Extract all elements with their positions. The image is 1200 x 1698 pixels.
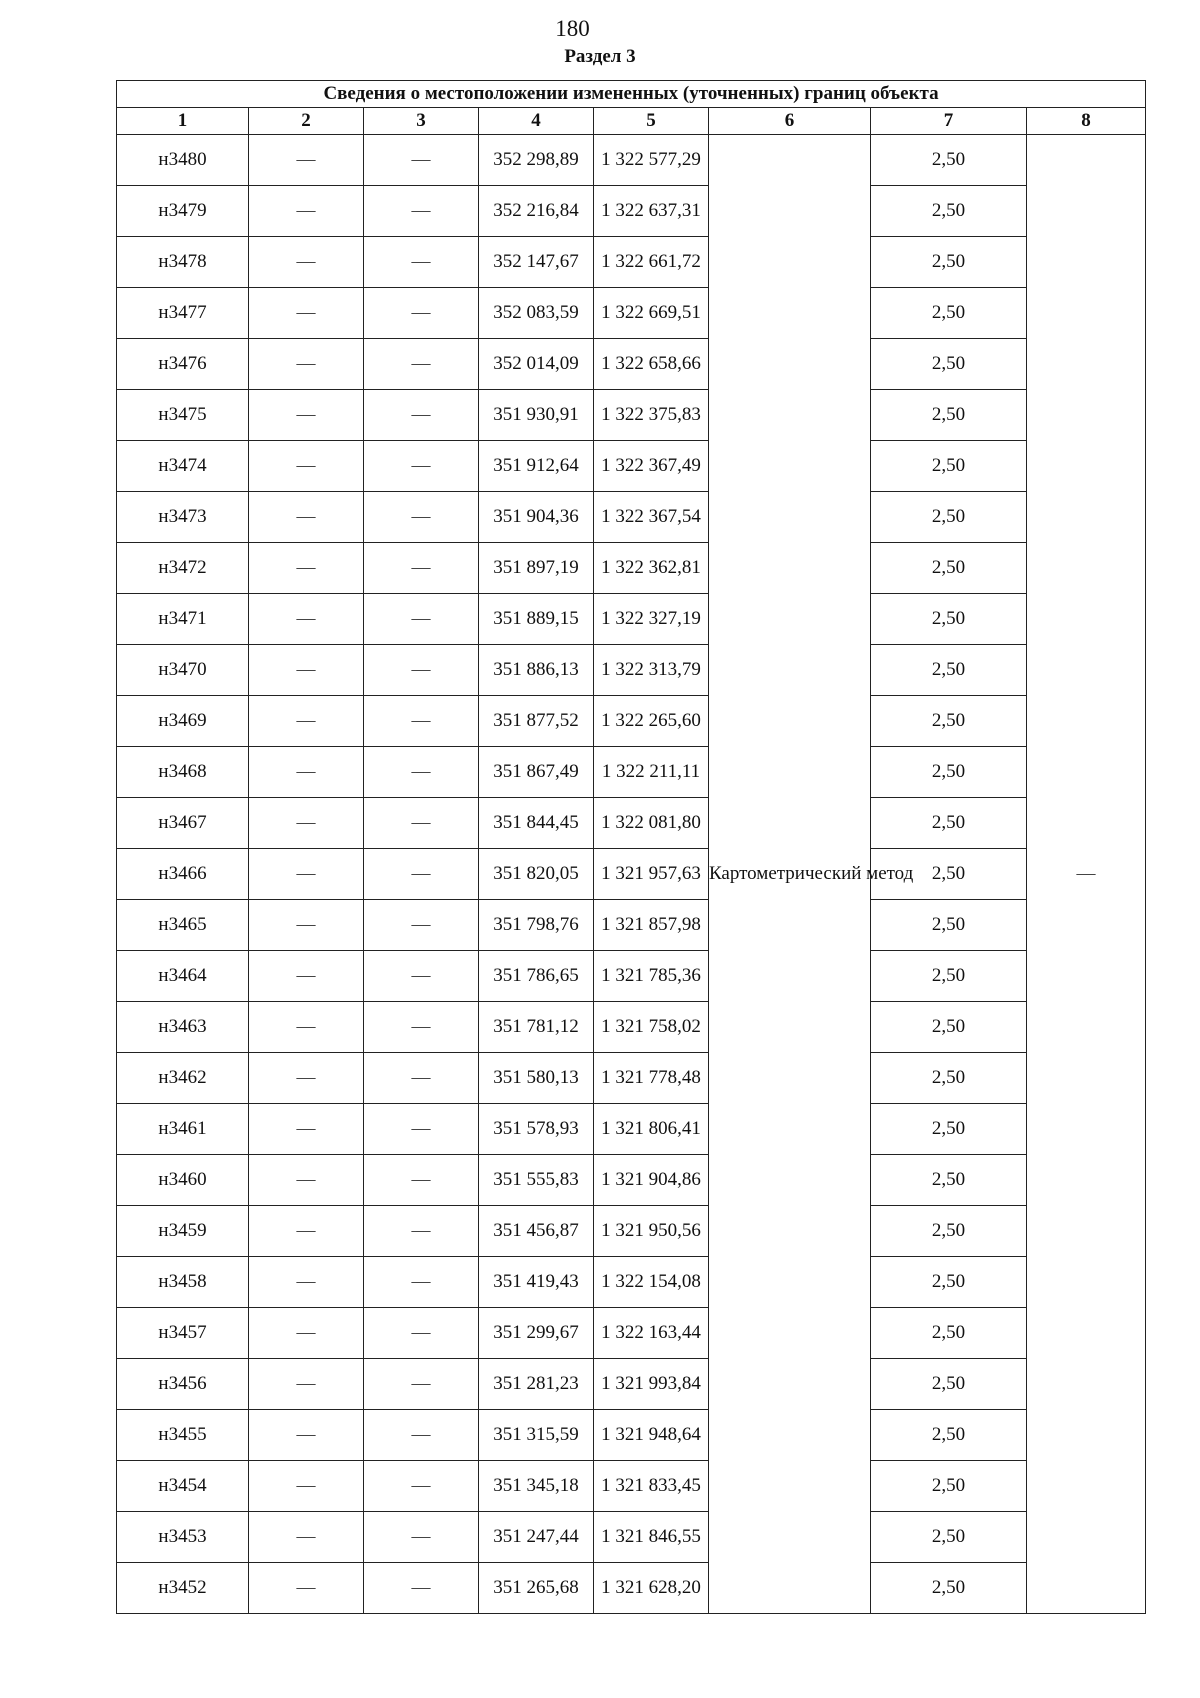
x-coordinate-cell: 351 798,76: [479, 900, 594, 951]
accuracy-cell: 2,50: [871, 390, 1027, 441]
y-coordinate-cell: 1 321 758,02: [594, 1002, 709, 1053]
accuracy-cell: 2,50: [871, 1155, 1027, 1206]
point-name-cell: н3463: [117, 1002, 249, 1053]
old-y-cell: —: [364, 1155, 479, 1206]
old-y-cell: —: [364, 237, 479, 288]
old-x-cell: —: [249, 1104, 364, 1155]
old-x-cell: —: [249, 849, 364, 900]
table-row: [117, 1512, 1146, 1563]
old-y-cell: —: [364, 1206, 479, 1257]
old-y-cell: —: [364, 135, 479, 186]
table-row: [117, 798, 1146, 849]
y-coordinate-cell: 1 322 367,49: [594, 441, 709, 492]
x-coordinate-cell: 351 867,49: [479, 747, 594, 798]
x-coordinate-cell: 351 281,23: [479, 1359, 594, 1410]
x-coordinate-cell: 351 820,05: [479, 849, 594, 900]
old-x-cell: —: [249, 1155, 364, 1206]
old-y-cell: —: [364, 1512, 479, 1563]
old-y-cell: —: [364, 1002, 479, 1053]
y-coordinate-cell: 1 322 154,08: [594, 1257, 709, 1308]
old-x-cell: —: [249, 1308, 364, 1359]
point-name-cell: н3470: [117, 645, 249, 696]
old-y-cell: —: [364, 186, 479, 237]
point-name-cell: н3462: [117, 1053, 249, 1104]
y-coordinate-cell: 1 321 957,63: [594, 849, 709, 900]
page-number: 180: [555, 16, 590, 41]
table-row: [117, 645, 1146, 696]
table-row: [117, 900, 1146, 951]
point-name-cell: н3473: [117, 492, 249, 543]
accuracy-cell: 2,50: [871, 186, 1027, 237]
table-row: [117, 951, 1146, 1002]
table-row: [117, 1002, 1146, 1053]
x-coordinate-cell: 351 578,93: [479, 1104, 594, 1155]
column-8-cell: —: [1027, 135, 1146, 1614]
old-y-cell: —: [364, 1410, 479, 1461]
column-number: 2: [249, 108, 364, 135]
old-x-cell: —: [249, 594, 364, 645]
old-x-cell: —: [249, 1359, 364, 1410]
y-coordinate-cell: 1 322 661,72: [594, 237, 709, 288]
old-y-cell: —: [364, 849, 479, 900]
y-coordinate-cell: 1 321 806,41: [594, 1104, 709, 1155]
table-row: [117, 747, 1146, 798]
old-x-cell: —: [249, 390, 364, 441]
point-name-cell: н3465: [117, 900, 249, 951]
old-y-cell: —: [364, 1461, 479, 1512]
point-name-cell: н3476: [117, 339, 249, 390]
column-number: 6: [709, 108, 871, 135]
table-row: [117, 1563, 1146, 1614]
y-coordinate-cell: 1 322 163,44: [594, 1308, 709, 1359]
accuracy-cell: 2,50: [871, 1410, 1027, 1461]
y-coordinate-cell: 1 322 081,80: [594, 798, 709, 849]
table-row: [117, 492, 1146, 543]
old-x-cell: —: [249, 1002, 364, 1053]
y-coordinate-cell: 1 321 785,36: [594, 951, 709, 1002]
point-name-cell: н3459: [117, 1206, 249, 1257]
old-y-cell: —: [364, 339, 479, 390]
table-row: [117, 594, 1146, 645]
old-x-cell: —: [249, 798, 364, 849]
table-row: [117, 1206, 1146, 1257]
table-row: [117, 135, 1146, 186]
y-coordinate-cell: 1 321 948,64: [594, 1410, 709, 1461]
point-name-cell: н3461: [117, 1104, 249, 1155]
y-coordinate-cell: 1 322 375,83: [594, 390, 709, 441]
x-coordinate-cell: 351 247,44: [479, 1512, 594, 1563]
table-row: [117, 186, 1146, 237]
y-coordinate-cell: 1 322 362,81: [594, 543, 709, 594]
point-name-cell: н3478: [117, 237, 249, 288]
x-coordinate-cell: 351 299,67: [479, 1308, 594, 1359]
y-coordinate-cell: 1 322 637,31: [594, 186, 709, 237]
old-y-cell: —: [364, 747, 479, 798]
accuracy-cell: 2,50: [871, 1104, 1027, 1155]
old-y-cell: —: [364, 900, 479, 951]
old-x-cell: —: [249, 492, 364, 543]
accuracy-cell: 2,50: [871, 1002, 1027, 1053]
accuracy-cell: 2,50: [871, 135, 1027, 186]
old-x-cell: —: [249, 1461, 364, 1512]
point-name-cell: н3471: [117, 594, 249, 645]
old-x-cell: —: [249, 441, 364, 492]
table-row: [117, 390, 1146, 441]
point-name-cell: н3468: [117, 747, 249, 798]
accuracy-cell: 2,50: [871, 798, 1027, 849]
table-row: [117, 1308, 1146, 1359]
x-coordinate-cell: 351 419,43: [479, 1257, 594, 1308]
accuracy-cell: 2,50: [871, 951, 1027, 1002]
old-x-cell: —: [249, 339, 364, 390]
x-coordinate-cell: 352 083,59: [479, 288, 594, 339]
x-coordinate-cell: 351 889,15: [479, 594, 594, 645]
table-row: [117, 1053, 1146, 1104]
old-x-cell: —: [249, 288, 364, 339]
old-y-cell: —: [364, 288, 479, 339]
section-title: Раздел 3: [564, 46, 636, 67]
accuracy-cell: 2,50: [871, 1206, 1027, 1257]
old-x-cell: —: [249, 135, 364, 186]
old-x-cell: —: [249, 696, 364, 747]
point-name-cell: н3469: [117, 696, 249, 747]
table-row: [117, 543, 1146, 594]
x-coordinate-cell: 351 844,45: [479, 798, 594, 849]
table-row: [117, 1257, 1146, 1308]
point-name-cell: н3455: [117, 1410, 249, 1461]
accuracy-cell: 2,50: [871, 1308, 1027, 1359]
x-coordinate-cell: 352 298,89: [479, 135, 594, 186]
y-coordinate-cell: 1 322 577,29: [594, 135, 709, 186]
old-x-cell: —: [249, 900, 364, 951]
old-x-cell: —: [249, 645, 364, 696]
accuracy-cell: 2,50: [871, 543, 1027, 594]
accuracy-cell: 2,50: [871, 441, 1027, 492]
old-x-cell: —: [249, 1563, 364, 1614]
accuracy-cell: 2,50: [871, 288, 1027, 339]
old-x-cell: —: [249, 1410, 364, 1461]
x-coordinate-cell: 352 147,67: [479, 237, 594, 288]
accuracy-cell: 2,50: [871, 645, 1027, 696]
table-row: [117, 288, 1146, 339]
accuracy-cell: 2,50: [871, 849, 1027, 900]
old-y-cell: —: [364, 543, 479, 594]
old-y-cell: —: [364, 441, 479, 492]
table-row: [117, 237, 1146, 288]
old-y-cell: —: [364, 1104, 479, 1155]
old-y-cell: —: [364, 1563, 479, 1614]
old-y-cell: —: [364, 390, 479, 441]
accuracy-cell: 2,50: [871, 900, 1027, 951]
old-y-cell: —: [364, 951, 479, 1002]
table-body: [117, 135, 1146, 1614]
point-name-cell: н3479: [117, 186, 249, 237]
old-y-cell: —: [364, 645, 479, 696]
old-x-cell: —: [249, 1053, 364, 1104]
coordinates-table: [116, 80, 1146, 1614]
column-number: 1: [117, 108, 249, 135]
x-coordinate-cell: 351 315,59: [479, 1410, 594, 1461]
column-number: 5: [594, 108, 709, 135]
table-row: [117, 1359, 1146, 1410]
table-row: [117, 441, 1146, 492]
old-x-cell: —: [249, 186, 364, 237]
x-coordinate-cell: 351 345,18: [479, 1461, 594, 1512]
point-name-cell: н3453: [117, 1512, 249, 1563]
accuracy-cell: 2,50: [871, 1461, 1027, 1512]
x-coordinate-cell: 352 014,09: [479, 339, 594, 390]
old-y-cell: —: [364, 798, 479, 849]
point-name-cell: н3474: [117, 441, 249, 492]
y-coordinate-cell: 1 321 904,86: [594, 1155, 709, 1206]
point-name-cell: н3460: [117, 1155, 249, 1206]
point-name-cell: н3454: [117, 1461, 249, 1512]
table-row: [117, 1410, 1146, 1461]
y-coordinate-cell: 1 321 857,98: [594, 900, 709, 951]
y-coordinate-cell: 1 321 628,20: [594, 1563, 709, 1614]
x-coordinate-cell: 351 912,64: [479, 441, 594, 492]
point-name-cell: н3472: [117, 543, 249, 594]
column-number: 3: [364, 108, 479, 135]
point-name-cell: н3458: [117, 1257, 249, 1308]
y-coordinate-cell: 1 321 846,55: [594, 1512, 709, 1563]
point-name-cell: н3467: [117, 798, 249, 849]
old-y-cell: —: [364, 696, 479, 747]
y-coordinate-cell: 1 321 833,45: [594, 1461, 709, 1512]
accuracy-cell: 2,50: [871, 492, 1027, 543]
accuracy-cell: 2,50: [871, 1512, 1027, 1563]
y-coordinate-cell: 1 322 265,60: [594, 696, 709, 747]
accuracy-cell: 2,50: [871, 1563, 1027, 1614]
table-row: [117, 1155, 1146, 1206]
y-coordinate-cell: 1 321 993,84: [594, 1359, 709, 1410]
old-x-cell: —: [249, 237, 364, 288]
x-coordinate-cell: 351 877,52: [479, 696, 594, 747]
accuracy-cell: 2,50: [871, 1359, 1027, 1410]
x-coordinate-cell: 351 580,13: [479, 1053, 594, 1104]
old-y-cell: —: [364, 594, 479, 645]
x-coordinate-cell: 351 555,83: [479, 1155, 594, 1206]
accuracy-cell: 2,50: [871, 696, 1027, 747]
accuracy-cell: 2,50: [871, 594, 1027, 645]
y-coordinate-cell: 1 322 669,51: [594, 288, 709, 339]
column-number: 8: [1027, 108, 1146, 135]
x-coordinate-cell: 351 897,19: [479, 543, 594, 594]
accuracy-cell: 2,50: [871, 747, 1027, 798]
old-x-cell: —: [249, 1206, 364, 1257]
point-name-cell: н3475: [117, 390, 249, 441]
x-coordinate-cell: 352 216,84: [479, 186, 594, 237]
old-y-cell: —: [364, 1053, 479, 1104]
old-x-cell: —: [249, 1512, 364, 1563]
y-coordinate-cell: 1 321 778,48: [594, 1053, 709, 1104]
point-name-cell: н3456: [117, 1359, 249, 1410]
x-coordinate-cell: 351 781,12: [479, 1002, 594, 1053]
table-row: [117, 1104, 1146, 1155]
point-name-cell: н3452: [117, 1563, 249, 1614]
y-coordinate-cell: 1 322 658,66: [594, 339, 709, 390]
y-coordinate-cell: 1 322 367,54: [594, 492, 709, 543]
point-name-cell: н3466: [117, 849, 249, 900]
y-coordinate-cell: 1 322 211,11: [594, 747, 709, 798]
old-x-cell: —: [249, 543, 364, 594]
x-coordinate-cell: 351 930,91: [479, 390, 594, 441]
old-x-cell: —: [249, 951, 364, 1002]
table-row: [117, 849, 1146, 900]
x-coordinate-cell: 351 886,13: [479, 645, 594, 696]
accuracy-cell: 2,50: [871, 339, 1027, 390]
y-coordinate-cell: 1 322 313,79: [594, 645, 709, 696]
x-coordinate-cell: 351 904,36: [479, 492, 594, 543]
column-number: 7: [871, 108, 1027, 135]
old-y-cell: —: [364, 1359, 479, 1410]
table-row: [117, 339, 1146, 390]
old-x-cell: —: [249, 747, 364, 798]
column-number: 4: [479, 108, 594, 135]
method-cell: Картометрический метод: [709, 135, 871, 1614]
point-name-cell: н3480: [117, 135, 249, 186]
point-name-cell: н3477: [117, 288, 249, 339]
accuracy-cell: 2,50: [871, 1053, 1027, 1104]
table-caption: Сведения о местоположении измененных (уточненных) границ объекта: [117, 81, 1146, 108]
table-row: [117, 1461, 1146, 1512]
accuracy-cell: 2,50: [871, 237, 1027, 288]
accuracy-cell: 2,50: [871, 1257, 1027, 1308]
y-coordinate-cell: 1 321 950,56: [594, 1206, 709, 1257]
x-coordinate-cell: 351 786,65: [479, 951, 594, 1002]
point-name-cell: н3464: [117, 951, 249, 1002]
old-y-cell: —: [364, 1257, 479, 1308]
old-x-cell: —: [249, 1257, 364, 1308]
y-coordinate-cell: 1 322 327,19: [594, 594, 709, 645]
point-name-cell: н3457: [117, 1308, 249, 1359]
table-row: [117, 696, 1146, 747]
old-y-cell: —: [364, 1308, 479, 1359]
old-y-cell: —: [364, 492, 479, 543]
x-coordinate-cell: 351 265,68: [479, 1563, 594, 1614]
x-coordinate-cell: 351 456,87: [479, 1206, 594, 1257]
